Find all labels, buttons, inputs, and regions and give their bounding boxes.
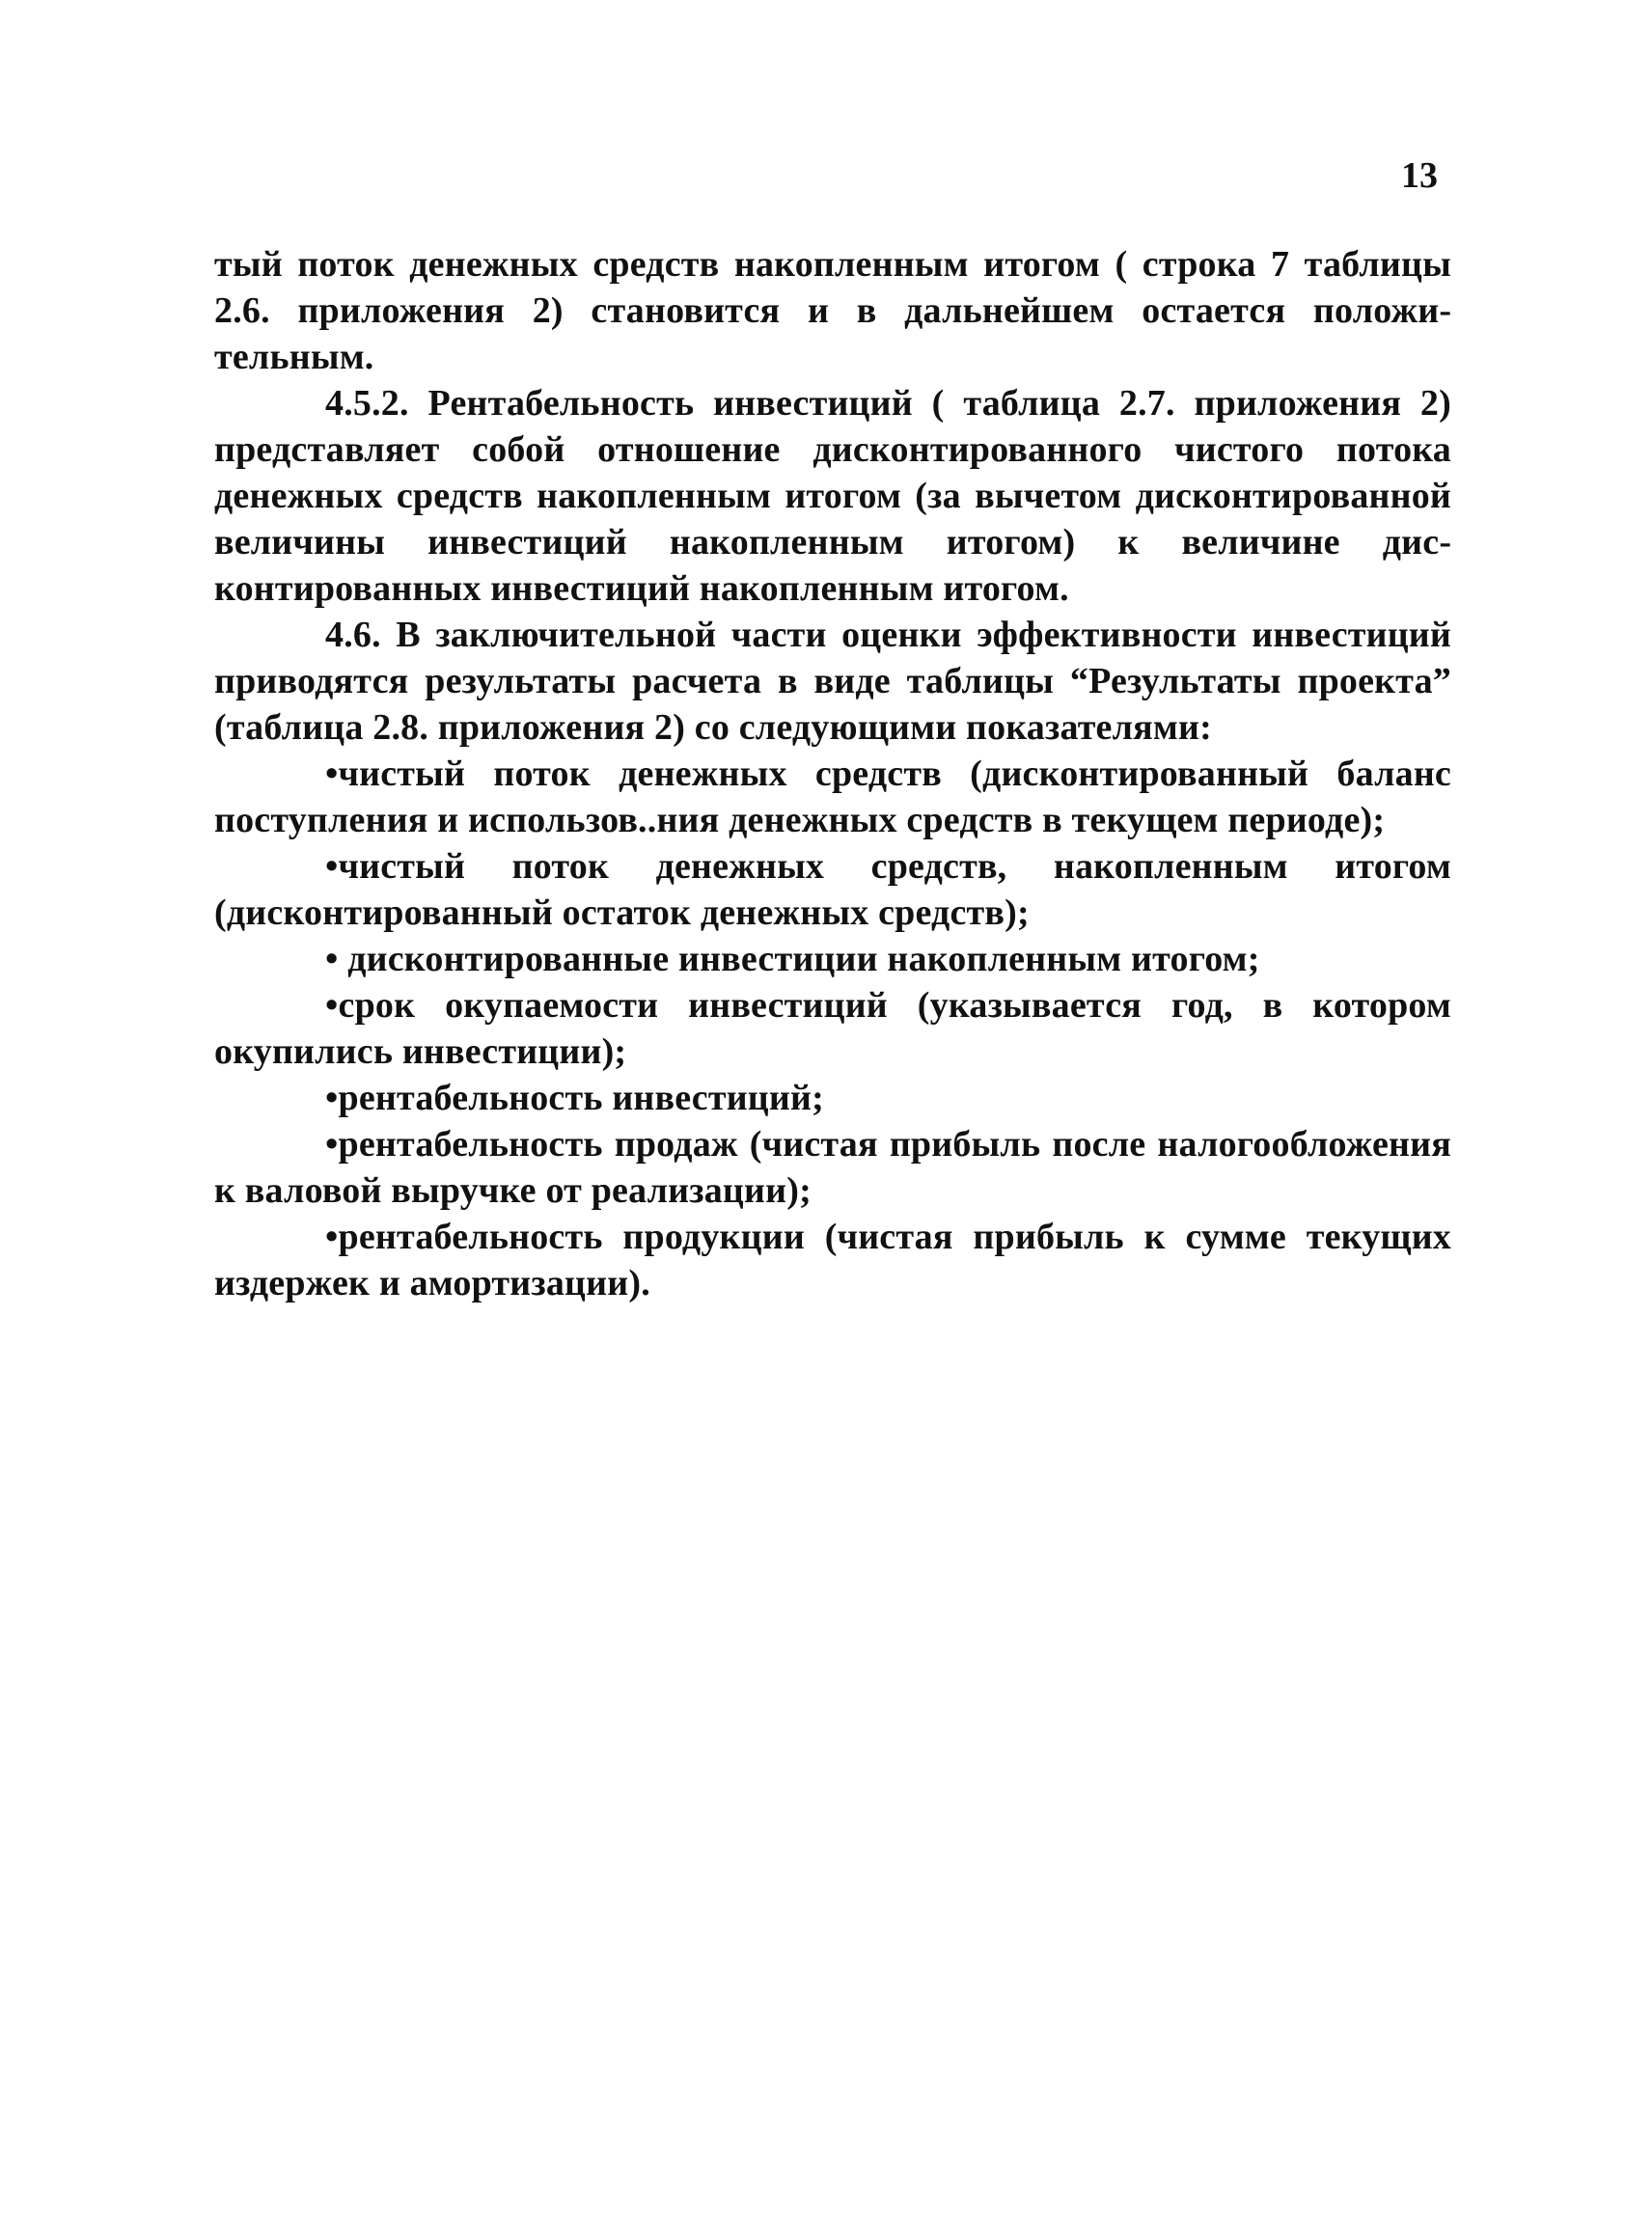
bullet-discounted-investments: • дисконтированные инвестиции накопленным итогом; xyxy=(325,939,1260,979)
bullet-product-profitability: •рентабельность продукции (чистая прибыль к сумме текущих издержек и амортизации). xyxy=(214,1217,1451,1303)
page-number: 13 xyxy=(1401,155,1438,196)
bullet-payback-period: •срок окупаемости инвестиций (указывается год, в котором окупились инвестиции); xyxy=(214,985,1451,1072)
paragraph-4-5-2: 4.5.2. Рентабельность инвестиций ( таблица 2.7. приложения 2) представляет собой отношение дисконтированного чистого потока денежных средств накопленным итогом (за вычетом дисконтированной величины инвестиций накопленным итогом) к величине дисконтированных инвестиций накопленным итогом. xyxy=(214,383,1451,609)
bullet-investment-profitability: •рентабельность инвестиций; xyxy=(325,1078,824,1118)
bullet-net-cash-flow: •чистый поток денежных средств (дисконтированный баланс поступления и использов..ния денежных средств в текущем периоде); xyxy=(214,754,1451,840)
bullet-sales-profitability: •рентабельность продаж (чистая прибыль после налогообложения к валовой выручке от реализации); xyxy=(214,1124,1451,1211)
paragraph-continuation: тый поток денежных средств накопленным итогом ( строка 7 таблицы 2.6. приложения 2) становится и в дальнейшем остается положительным. xyxy=(214,244,1451,377)
paragraph-4-6: 4.6. В заключительной части оценки эффективности инвестиций приводятся результаты расчета в виде таблицы “Результаты проекта” (таблица 2.8. приложения 2) со следующими показателями: xyxy=(214,615,1451,748)
bullet-cumulative-cash-flow: •чистый поток денежных средств, накопленным итогом (дисконтированный остаток денежных средств); xyxy=(214,846,1451,933)
document-body xyxy=(214,241,1451,1306)
